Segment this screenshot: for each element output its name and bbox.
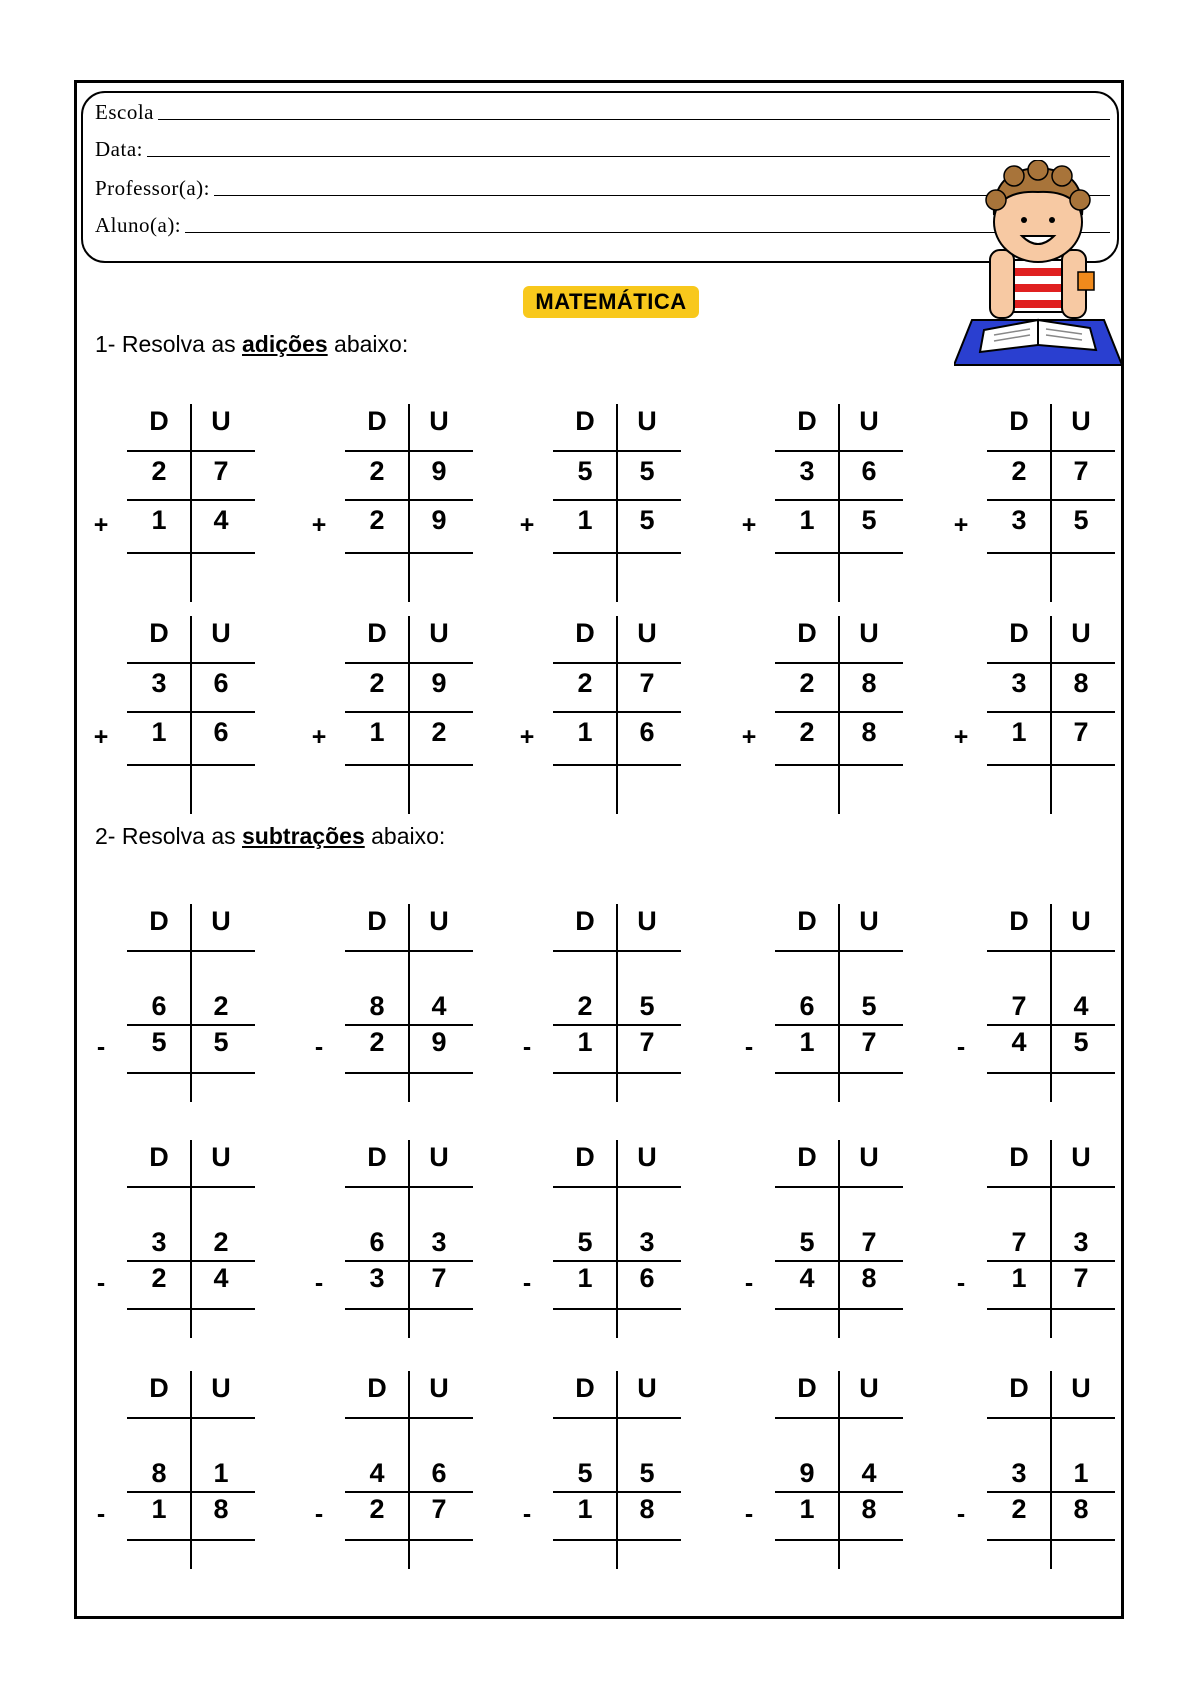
minus-sign: - (956, 1269, 966, 1297)
header-u: U (429, 406, 449, 436)
subtraction-problem[interactable] (956, 1140, 1127, 1340)
operand-units: 4 (213, 1263, 229, 1293)
header-d: D (797, 618, 817, 648)
operand-rule (553, 1260, 681, 1262)
operand-rule (127, 1491, 255, 1493)
operand-tens: 1 (1011, 1263, 1027, 1293)
addition-problem[interactable] (741, 616, 915, 816)
minus-sign: - (314, 1269, 324, 1297)
header-u: U (637, 1373, 657, 1403)
answer-area[interactable] (775, 554, 903, 602)
data-line[interactable] (95, 137, 1110, 162)
header-rule (127, 950, 255, 952)
header-d: D (1009, 906, 1029, 936)
minus-sign: - (96, 1500, 106, 1528)
escola-label: Escola (95, 100, 154, 124)
operand-tens: 2 (151, 1263, 167, 1293)
operand-tens: 2 (799, 717, 815, 747)
header-rule (553, 450, 681, 452)
data-field[interactable] (147, 155, 1110, 157)
subtraction-problem[interactable] (956, 1371, 1127, 1571)
header-rule (775, 450, 903, 452)
header-d: D (575, 618, 595, 648)
minuend-units: 9 (431, 456, 447, 486)
answer-area[interactable] (775, 1541, 903, 1569)
minuend-units: 4 (431, 991, 447, 1021)
minuend-tens: 5 (577, 1458, 593, 1488)
minuend-units: 5 (639, 456, 655, 486)
header-u: U (211, 906, 231, 936)
answer-area[interactable] (775, 1310, 903, 1338)
plus-sign: + (953, 511, 969, 539)
minuend-units: 5 (639, 1458, 655, 1488)
operand-units: 5 (639, 505, 655, 535)
header-u: U (429, 1373, 449, 1403)
header-d: D (797, 406, 817, 436)
plus-sign: + (311, 723, 327, 751)
minuend-tens: 7 (1011, 991, 1027, 1021)
header-d: D (797, 906, 817, 936)
header-d: D (367, 1373, 387, 1403)
top-row-rule (127, 711, 255, 713)
header-rule (345, 950, 473, 952)
subtraction-problem[interactable] (96, 1371, 267, 1571)
header-u: U (1071, 1142, 1091, 1172)
minus-sign: - (956, 1033, 966, 1061)
minus-sign: - (314, 1033, 324, 1061)
header-u: U (859, 1373, 879, 1403)
minuend-tens: 7 (1011, 1227, 1027, 1257)
answer-area[interactable] (987, 554, 1115, 602)
escola-line[interactable] (95, 100, 1110, 125)
addition-problem[interactable] (519, 404, 693, 604)
header-d: D (797, 1142, 817, 1172)
minuend-units: 5 (639, 991, 655, 1021)
minuend-tens: 2 (577, 991, 593, 1021)
child-reading-illustration (954, 160, 1126, 370)
header-rule (127, 1417, 255, 1419)
header-rule (775, 950, 903, 952)
plus-sign: + (93, 723, 109, 751)
subtraction-problem[interactable] (744, 1371, 915, 1571)
minus-sign: - (744, 1033, 754, 1061)
minuend-units: 2 (213, 1227, 229, 1257)
subtraction-problem[interactable] (314, 1371, 485, 1571)
header-u: U (637, 1142, 657, 1172)
operand-tens: 1 (151, 1494, 167, 1524)
header-u: U (637, 406, 657, 436)
professor-label: Professor(a): (95, 176, 210, 200)
answer-area[interactable] (345, 554, 473, 602)
header-rule (345, 1417, 473, 1419)
minus-sign: - (96, 1033, 106, 1061)
header-rule (775, 662, 903, 664)
operand-units: 5 (1073, 1027, 1089, 1057)
answer-area[interactable] (775, 766, 903, 814)
minuend-tens: 4 (369, 1458, 385, 1488)
minuend-tens: 8 (151, 1458, 167, 1488)
header-d: D (575, 1142, 595, 1172)
operand-units: 8 (213, 1494, 229, 1524)
plus-sign: + (311, 511, 327, 539)
minus-sign: - (96, 1269, 106, 1297)
answer-area[interactable] (553, 1541, 681, 1569)
section2-prefix: 2- Resolva as (95, 823, 243, 849)
operand-units: 7 (639, 1027, 655, 1057)
operand-rule (987, 1024, 1115, 1026)
header-d: D (575, 906, 595, 936)
header-rule (987, 450, 1115, 452)
operand-tens: 1 (1011, 717, 1027, 747)
header-d: D (1009, 618, 1029, 648)
header-rule (553, 950, 681, 952)
escola-field[interactable] (158, 118, 1110, 120)
operand-units: 4 (213, 505, 229, 535)
minus-sign: - (522, 1269, 532, 1297)
top-row-rule (345, 711, 473, 713)
aluno-label: Aluno(a): (95, 213, 182, 237)
operand-rule (775, 1260, 903, 1262)
minuend-tens: 5 (577, 456, 593, 486)
operand-tens: 2 (369, 505, 385, 535)
addition-problem[interactable] (93, 616, 267, 816)
addition-problem[interactable] (519, 616, 693, 816)
answer-area[interactable] (987, 1310, 1115, 1338)
addition-problem[interactable] (311, 404, 485, 604)
operand-rule (553, 1024, 681, 1026)
header-rule (553, 1417, 681, 1419)
operand-tens: 1 (799, 505, 815, 535)
answer-area[interactable] (987, 1541, 1115, 1569)
header-u: U (429, 906, 449, 936)
operand-units: 5 (861, 505, 877, 535)
minuend-units: 5 (861, 991, 877, 1021)
top-row-rule (775, 499, 903, 501)
answer-area[interactable] (553, 1074, 681, 1102)
answer-area[interactable] (775, 1074, 903, 1102)
minuend-tens: 3 (151, 1227, 167, 1257)
top-row-rule (345, 499, 473, 501)
header-d: D (149, 1373, 169, 1403)
answer-area[interactable] (127, 1541, 255, 1569)
minuend-units: 1 (213, 1458, 229, 1488)
minuend-units: 2 (213, 991, 229, 1021)
header-rule (345, 662, 473, 664)
answer-area[interactable] (345, 1074, 473, 1102)
operand-units: 9 (431, 1027, 447, 1057)
plus-sign: + (519, 511, 535, 539)
operand-tens: 3 (369, 1263, 385, 1293)
minuend-tens: 3 (799, 456, 815, 486)
minuend-units: 7 (1073, 456, 1089, 486)
subtraction-problem[interactable] (956, 904, 1127, 1104)
minuend-units: 1 (1073, 1458, 1089, 1488)
subtraction-problem[interactable] (522, 1371, 693, 1571)
header-d: D (149, 906, 169, 936)
header-rule (987, 950, 1115, 952)
top-row-rule (987, 711, 1115, 713)
operand-tens: 1 (577, 1027, 593, 1057)
top-row-rule (553, 711, 681, 713)
top-row-rule (775, 711, 903, 713)
plus-sign: + (741, 511, 757, 539)
answer-area[interactable] (987, 1074, 1115, 1102)
minuend-units: 7 (639, 668, 655, 698)
header-rule (553, 662, 681, 664)
header-d: D (797, 1373, 817, 1403)
operand-units: 9 (431, 505, 447, 535)
plus-sign: + (93, 511, 109, 539)
operand-rule (345, 1024, 473, 1026)
minuend-tens: 2 (369, 668, 385, 698)
section1-instruction (95, 331, 408, 358)
operand-units: 7 (431, 1263, 447, 1293)
header-u: U (429, 1142, 449, 1172)
minuend-units: 7 (861, 1227, 877, 1257)
minuend-tens: 9 (799, 1458, 815, 1488)
header-rule (553, 1186, 681, 1188)
header-d: D (367, 406, 387, 436)
operand-tens: 4 (799, 1263, 815, 1293)
operand-units: 8 (639, 1494, 655, 1524)
answer-area[interactable] (127, 1074, 255, 1102)
top-row-rule (987, 499, 1115, 501)
operand-tens: 4 (1011, 1027, 1027, 1057)
header-d: D (367, 618, 387, 648)
minuend-tens: 2 (577, 668, 593, 698)
operand-rule (127, 1260, 255, 1262)
minuend-units: 6 (861, 456, 877, 486)
minus-sign: - (314, 1500, 324, 1528)
operand-units: 8 (861, 1263, 877, 1293)
operand-tens: 3 (1011, 505, 1027, 535)
operand-tens: 2 (1011, 1494, 1027, 1524)
minus-sign: - (956, 1500, 966, 1528)
minuend-tens: 3 (1011, 1458, 1027, 1488)
operand-rule (553, 1491, 681, 1493)
header-rule (987, 662, 1115, 664)
operand-units: 7 (861, 1027, 877, 1057)
minuend-units: 3 (639, 1227, 655, 1257)
minuend-tens: 3 (151, 668, 167, 698)
operand-tens: 1 (577, 505, 593, 535)
data-label: Data: (95, 137, 143, 161)
operand-rule (775, 1024, 903, 1026)
header-rule (127, 1186, 255, 1188)
plus-sign: + (741, 723, 757, 751)
operand-tens: 1 (151, 717, 167, 747)
operand-units: 7 (431, 1494, 447, 1524)
subtraction-problem[interactable] (744, 904, 915, 1104)
header-u: U (859, 1142, 879, 1172)
header-rule (345, 450, 473, 452)
operand-units: 5 (213, 1027, 229, 1057)
operand-units: 6 (213, 717, 229, 747)
minuend-tens: 3 (1011, 668, 1027, 698)
header-d: D (149, 1142, 169, 1172)
operand-units: 6 (639, 717, 655, 747)
operand-tens: 2 (369, 1494, 385, 1524)
minuend-tens: 2 (1011, 456, 1027, 486)
header-u: U (429, 618, 449, 648)
answer-area[interactable] (127, 554, 255, 602)
header-d: D (367, 906, 387, 936)
minus-sign: - (744, 1269, 754, 1297)
operand-units: 7 (1073, 1263, 1089, 1293)
section1-suffix: abaixo: (327, 331, 409, 357)
subtraction-problem[interactable] (522, 904, 693, 1104)
minus-sign: - (522, 1033, 532, 1061)
minuend-tens: 2 (369, 456, 385, 486)
header-rule (345, 1186, 473, 1188)
header-rule (775, 1186, 903, 1188)
header-d: D (149, 406, 169, 436)
header-u: U (1071, 1373, 1091, 1403)
header-u: U (211, 1142, 231, 1172)
minuend-units: 6 (213, 668, 229, 698)
operand-units: 8 (861, 717, 877, 747)
answer-area[interactable] (553, 1310, 681, 1338)
header-u: U (637, 618, 657, 648)
answer-area[interactable] (345, 1310, 473, 1338)
header-rule (987, 1186, 1115, 1188)
minuend-units: 3 (1073, 1227, 1089, 1257)
header-d: D (367, 1142, 387, 1172)
plus-sign: + (953, 723, 969, 751)
header-u: U (859, 618, 879, 648)
header-u: U (1071, 906, 1091, 936)
minuend-tens: 2 (799, 668, 815, 698)
header-u: U (211, 406, 231, 436)
subtraction-problem[interactable] (96, 1140, 267, 1340)
section2-suffix: abaixo: (364, 823, 446, 849)
header-u: U (859, 406, 879, 436)
minuend-units: 7 (213, 456, 229, 486)
header-rule (127, 450, 255, 452)
operand-rule (775, 1491, 903, 1493)
minuend-units: 6 (431, 1458, 447, 1488)
minus-sign: - (744, 1500, 754, 1528)
header-d: D (1009, 406, 1029, 436)
subtraction-problem[interactable] (314, 1140, 485, 1340)
header-d: D (575, 1373, 595, 1403)
subtraction-problem[interactable] (96, 904, 267, 1104)
top-row-rule (127, 499, 255, 501)
header-rule (127, 662, 255, 664)
operand-tens: 1 (577, 717, 593, 747)
answer-area[interactable] (127, 766, 255, 814)
minuend-tens: 8 (369, 991, 385, 1021)
answer-area[interactable] (345, 766, 473, 814)
operand-tens: 1 (151, 505, 167, 535)
minuend-tens: 6 (799, 991, 815, 1021)
minuend-tens: 5 (799, 1227, 815, 1257)
page-title: MATEMÁTICA (523, 286, 699, 318)
header-u: U (637, 906, 657, 936)
plus-sign: + (519, 723, 535, 751)
section1-keyword: adições (242, 331, 328, 357)
operand-units: 8 (1073, 1494, 1089, 1524)
minuend-units: 3 (431, 1227, 447, 1257)
addition-problem[interactable] (953, 404, 1127, 604)
minuend-units: 8 (861, 668, 877, 698)
answer-area[interactable] (127, 1310, 255, 1338)
subtraction-problem[interactable] (744, 1140, 915, 1340)
addition-problem[interactable] (311, 616, 485, 816)
operand-units: 7 (1073, 717, 1089, 747)
operand-tens: 5 (151, 1027, 167, 1057)
header-d: D (149, 618, 169, 648)
operand-rule (127, 1024, 255, 1026)
header-u: U (211, 1373, 231, 1403)
answer-area[interactable] (553, 554, 681, 602)
subtraction-problem[interactable] (314, 904, 485, 1104)
header-u: U (211, 618, 231, 648)
operand-rule (345, 1491, 473, 1493)
operand-units: 6 (639, 1263, 655, 1293)
answer-area[interactable] (345, 1541, 473, 1569)
operand-units: 5 (1073, 505, 1089, 535)
section2-keyword: subtrações (242, 823, 365, 849)
header-u: U (1071, 406, 1091, 436)
operand-tens: 1 (577, 1263, 593, 1293)
operand-tens: 1 (577, 1494, 593, 1524)
operand-tens: 1 (369, 717, 385, 747)
operand-tens: 1 (799, 1027, 815, 1057)
header-rule (987, 1417, 1115, 1419)
header-d: D (575, 406, 595, 436)
top-row-rule (553, 499, 681, 501)
minuend-units: 8 (1073, 668, 1089, 698)
header-d: D (1009, 1373, 1029, 1403)
header-rule (775, 1417, 903, 1419)
operand-rule (345, 1260, 473, 1262)
minus-sign: - (522, 1500, 532, 1528)
header-d: D (1009, 1142, 1029, 1172)
addition-problem[interactable] (741, 404, 915, 604)
addition-problem[interactable] (93, 404, 267, 604)
operand-units: 8 (861, 1494, 877, 1524)
operand-tens: 1 (799, 1494, 815, 1524)
answer-area[interactable] (553, 766, 681, 814)
operand-rule (987, 1260, 1115, 1262)
minuend-tens: 6 (369, 1227, 385, 1257)
operand-tens: 2 (369, 1027, 385, 1057)
section1-prefix: 1- Resolva as (95, 331, 243, 357)
minuend-units: 4 (861, 1458, 877, 1488)
minuend-units: 9 (431, 668, 447, 698)
answer-area[interactable] (987, 766, 1115, 814)
subtraction-problem[interactable] (522, 1140, 693, 1340)
header-u: U (1071, 618, 1091, 648)
operand-units: 2 (431, 717, 447, 747)
minuend-tens: 6 (151, 991, 167, 1021)
header-u: U (859, 906, 879, 936)
operand-rule (987, 1491, 1115, 1493)
minuend-units: 4 (1073, 991, 1089, 1021)
section2-instruction (95, 823, 445, 850)
minuend-tens: 2 (151, 456, 167, 486)
addition-problem[interactable] (953, 616, 1127, 816)
minuend-tens: 5 (577, 1227, 593, 1257)
